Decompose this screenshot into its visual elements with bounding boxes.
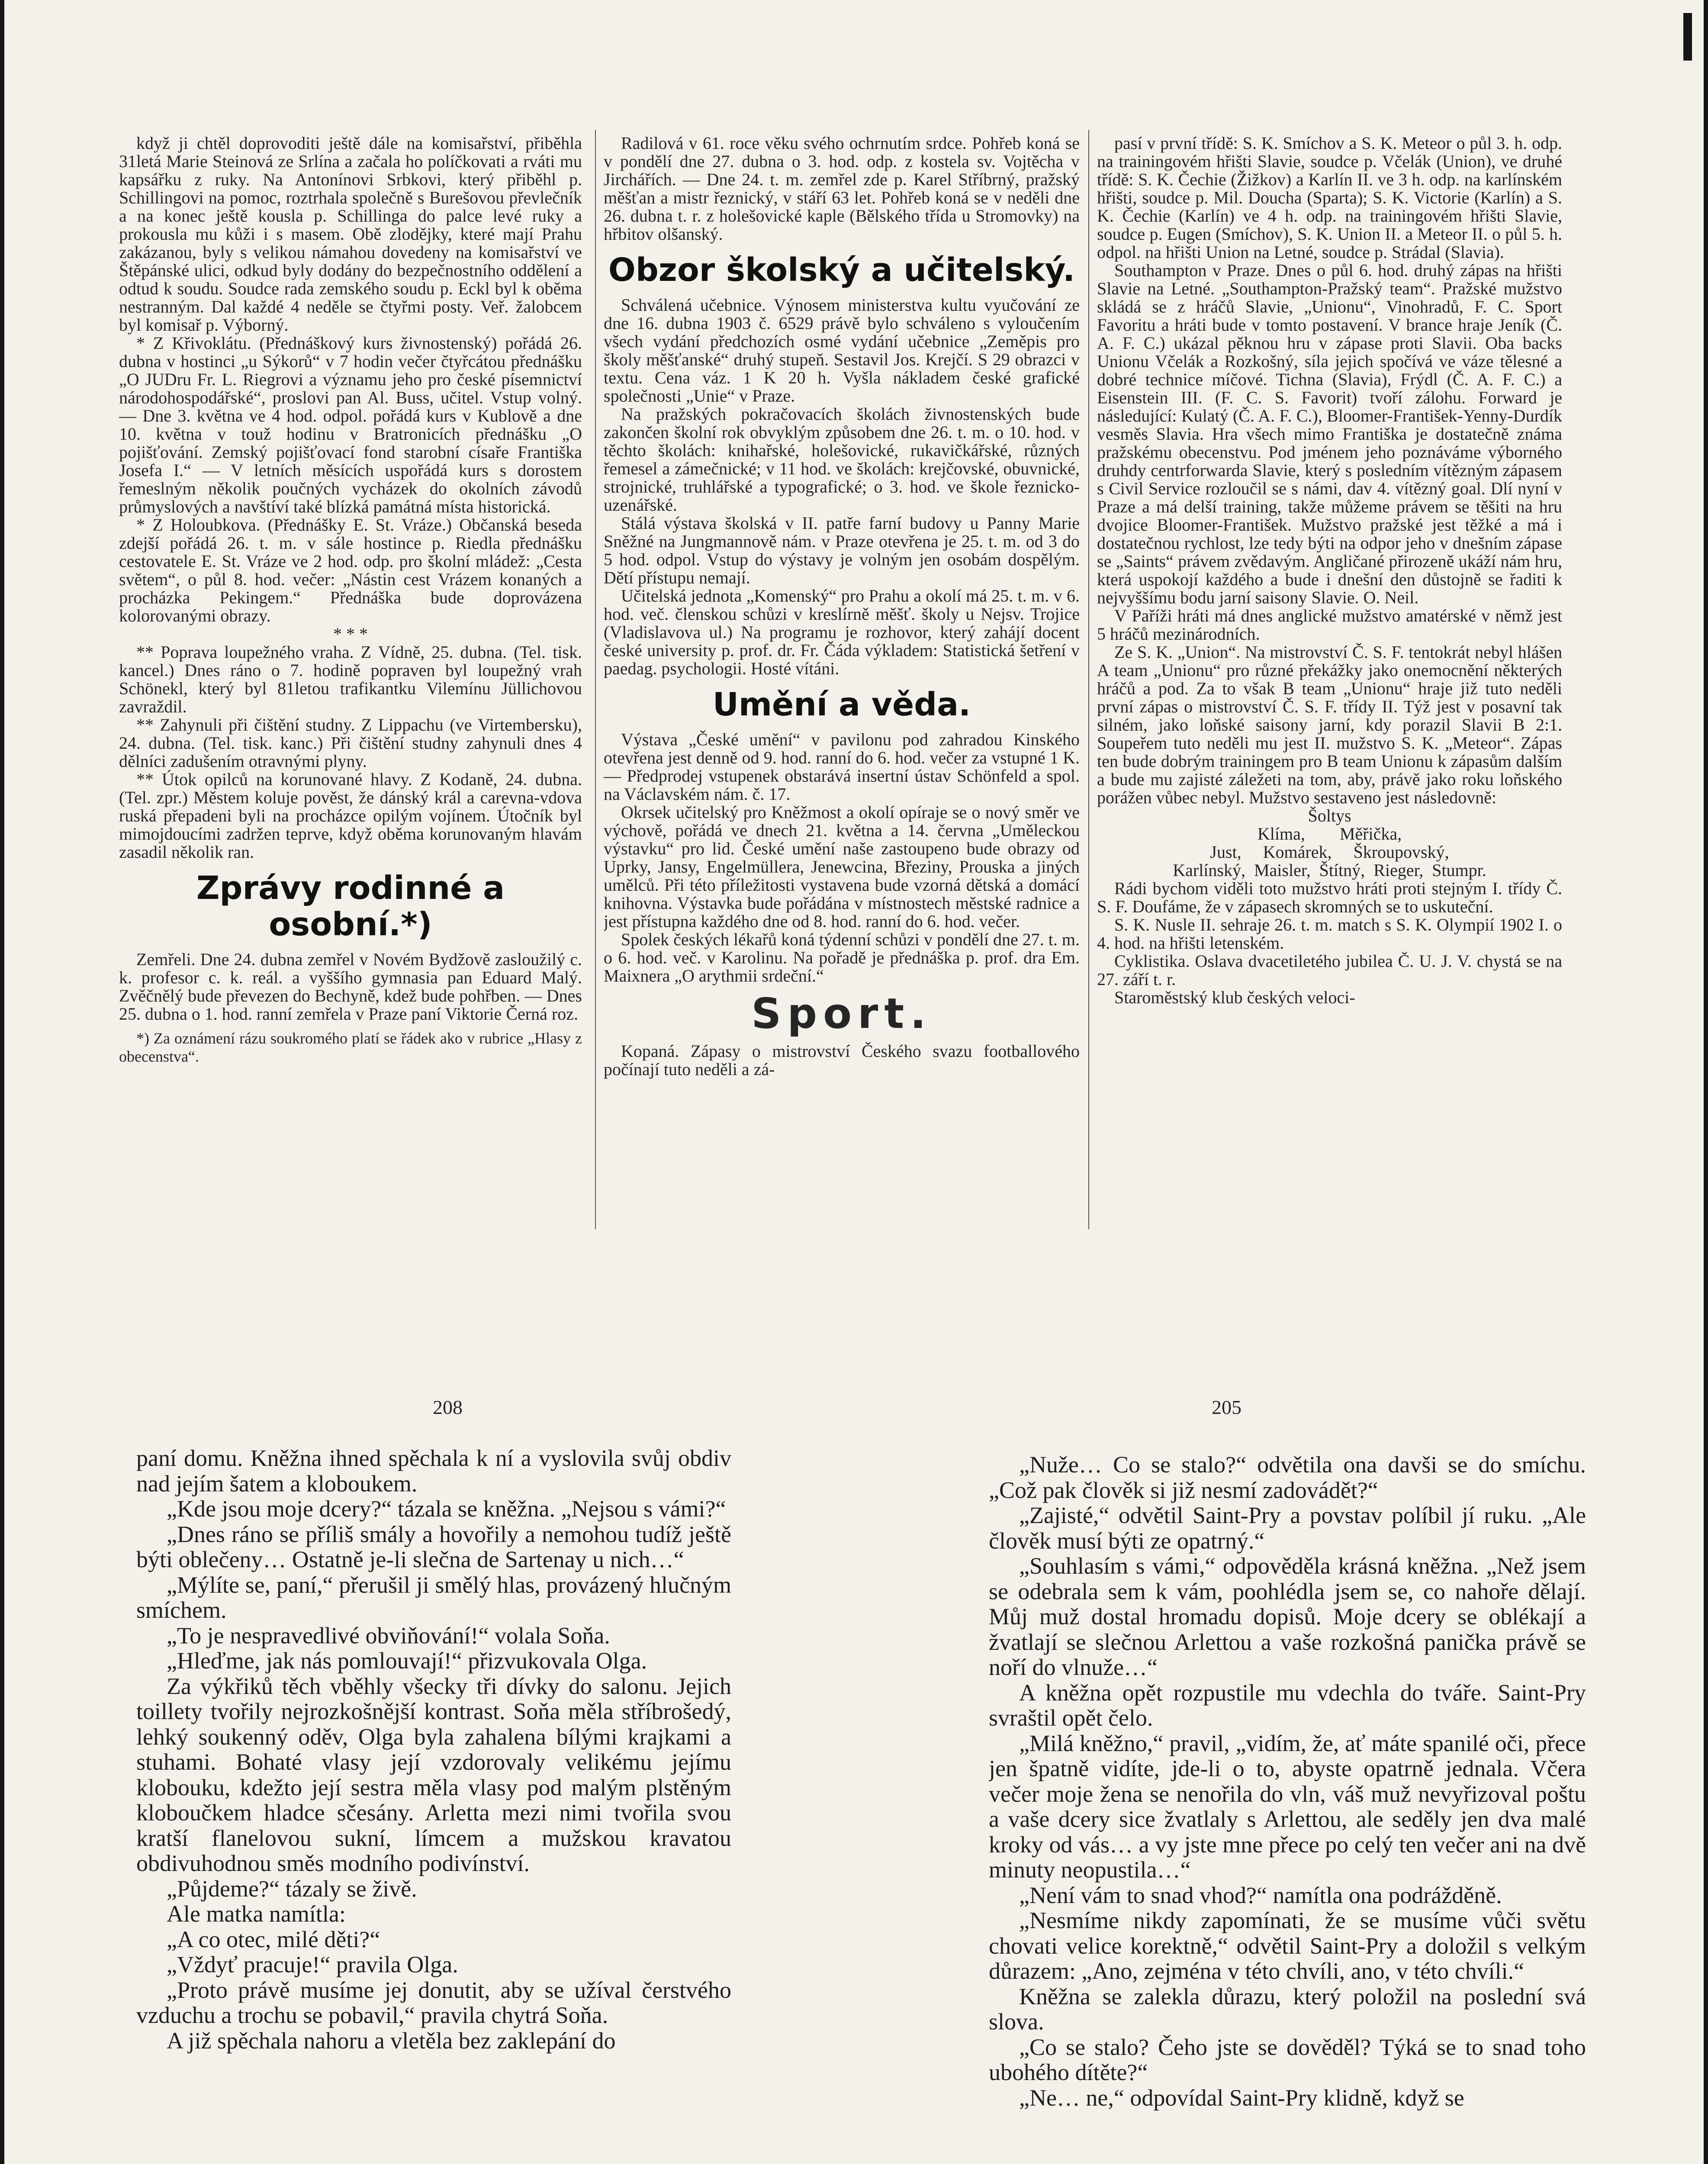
novel-right-para-5: „Milá kněžno,“ pravil, „vidím, že, ať máte spanilé oči, přece jen špatně vidíte, jde-li o to, abyste opatrně jednala. Včera večer moje žena se nenořila do vln, váš muž nevyřizoval poštu a vaše dcery sice žvatlaly s Arlettou, ale seděly jen dva malé kroky od vás… a vy jste mne přece po celý ten večer ani na dvě minuty neopustila…“ <box>989 1730 1586 1883</box>
novel-left-para-13: A již spěchala nahoru a vletěla bez zaklepání do <box>167 2027 616 2054</box>
col3-para-7: Cyklistika. Oslava dvacetiletého jubilea Č. U. J. V. chystá se na 27. září t. r. <box>1097 951 1562 989</box>
novel-right-para-3: „Souhlasím s vámi,“ odpověděla krásná kněžna. „Než jsem se odebrala sem k vám, poohlédla jsem se, co nahoře dělají. Můj muž dostal hromadu dopisů. Moje dcery se oblékají a žvatlají se slečnou Arlettou a vaše rozkošná panička právě se noří do vlnuže…“ <box>989 1553 1586 1680</box>
col3-para-6: S. K. Nusle II. sehraje 26. t. m. match s S. K. Olympií 1902 I. o 4. hod. na hřišti letenském. <box>1097 915 1562 953</box>
col3-para-1: pasí v první třídě: S. K. Smíchov a S. K. Meteor o půl 3. h. odp. na trainingovém hřišti Slavie, soudce p. Včelák (Union), ve druhé třídě: S. K. Čechie (Žižkov) a Karlín II. ve 3 h. odp. na karlínském hřišti, soudce p. Mil. Doucha (Sparta); S. K. Victorie (Karlín) a S. K. Čechie (Karlín) ve 4 h. odp. na trainingovém hřišti Slavie, soudce p. Eugen (Smíchov), S. K. Union II. a Meteor II. o půl 5. h. odpol. na hřišti Union na Letné, soudce p. Strádal (Slavia). <box>1097 134 1562 262</box>
lineup-row-4: Karlínský, Maisler, Štítný, Rieger, Stumpr. <box>1173 860 1486 880</box>
novel-left-para-6: „Hleďme, jak nás pomlouvají!“ přizvukovala Olga. <box>167 1648 647 1674</box>
col2-para-1: Schválená učebnice. Výnosem ministerstva kultu vyučování ze dne 16. dubna 1903 č. 6529 právě bylo schváleno s vyloučením všech vydání předchozích osmé vydání učebnice „Zeměpis pro školy měšťanské“ druhý stupeň. Sestavil Jos. Krejčí. S 29 obrazci v textu. Cena váz. 1 K 20 h. Vyšla nákladem české grafické společnosti „Unie“ v Praze. <box>604 295 1080 406</box>
col1-para-3: * Z Holoubkova. (Přednášky E. St. Vráze.) Občanská beseda zdejší pořádá 26. t. m. v sále hostince p. Riedla přednášku cestovatele E. St. Vráze ve 2 hod. odp. pro školní mládež: „Cesta světem“, o půl 8. hod. večer: „Nástin cest Vrázem konaných a procházka Pekingem.“ Přednáška bude doprovázena kolorovanými obrazy. <box>119 515 582 625</box>
section-heading-school: Obzor školský a učitelský. <box>608 251 1075 289</box>
col1-separator: * * * <box>333 624 368 644</box>
col2-para-sport: Kopaná. Zápasy o mistrovství Českého svazu footballového počínají tuto neděli a zá- <box>604 1041 1080 1079</box>
novel-right-para-4: A kněžna opět rozpustile mu vdechla do tváře. Saint-Pry svraštil opět čelo. <box>989 1679 1586 1731</box>
col2-para-top: Radilová v 61. roce věku svého ochrnutím srdce. Pohřeb koná se v pondělí dne 27. dubna o 3. hod. odp. z kostela sv. Vojtěcha v Jirchářích. — Dne 24. t. m. zemřel zde p. Karel Stříbrný, pražský měšťan a mistr řeznický, v stáří 63 let. Pohřeb koná se v neděli dne 26. dubna t. r. z holešovické kaple (Bělského třída u Stromovky) na hřbitov olšanský. <box>604 134 1080 244</box>
col2-para-6: Okrsek učitelský pro Kněžmost a okolí opíraje se o nový směr ve výchově, pořádá ve dnech 21. května a 14. června „Uměleckou výstavku“ pro lid. České umění naše zastoupeno bude obrazy od Uprky, Jansy, Engelmüllera, Jenewcina, Březiny, Prouska a jiných umělců. Při této příležitosti vystavena bude vzorná dětská a domácí knihovna. Výstavka bude pořádána v místnostech městské radnice a jest přístupna každého dne od 8. hod. ranní do 6. hod. večer. <box>604 802 1080 931</box>
col3-para-8: Staroměstský klub českých veloci- <box>1114 988 1355 1007</box>
col2-para-2: Na pražských pokračovacích školách živnostenských bude zakončen školní rok obvyklým způsobem dne 26. t. m. o 10. hod. v těchto školách: knihařské, holešovické, rukavičkářské, různých řemesel a zámečnické; v 11 hod. ve školách: krejčovské, obuvnické, strojnické, truhlářské a typografické; o 3. hod. ve škole řeznicko-uzenářské. <box>604 404 1080 515</box>
news-column-1 <box>119 134 582 1225</box>
col3-para-2: Southampton v Praze. Dnes o půl 6. hod. druhý zápas na hřišti Slavie na Letné. „Southampton-Pražský team“. Pražské mužstvo skládá se z hráčů Slavie, „Unionu“, Vinohradů, F. C. Sport Favoritu a hráti bude v tomto postavení. V brance hraje Jeník (Č. A. F. C.) ukázal pěknou hru v zápase proti Slavii. Oba backs Unionu Včelák a Rozkošný, síla jejich spočívá ve váze tělesné a dobré technice míčové. Tichna (Slavia), Frýdl (Č. A. F. C.) a Eisenstein III. (F. C. S. Favorit) tvoří zálohu. Forward je následující: Kulatý (Č. A. F. C.), Bloomer-František-Yenny-Durdík vesměs Slavia. Hra všech mimo Františka je dostatečně známa pražskému obecenstvu. Pod jménem jeho poznáváme výborného druhdy centrforwarda Slavie, který s posledním vítězným zápasem s Civil Service rozloučil se s námi, dav 4. vítězný goal. Dlí nyní v Praze a má delší training, takže můžeme právem se těšiti na hru dvojice Bloomer-František. Mužstvo pražské jest těžké a má i dostatečnou rychlost, lze tedy býti na odpor jeho v dnešním zápase se „Saints“ právem zvědavým. Angličané přirozeně ukáží nám hru, která uspokojí každého a bude i dnešní den důstojně se řaditi k nejvyššímu bodu jarní saisony Slavie. O. Neil. <box>1097 261 1562 607</box>
news-column-3 <box>1097 134 1562 1225</box>
novel-right-para-10: „Ne… ne,“ odpovídal Saint-Pry klidně, když se <box>1019 2084 1464 2111</box>
novel-right-para-7: „Nesmíme nikdy zapomínati, že se musíme vůči světu chovati velice korektně,“ odvětil Saint-Pry a doložil s velkým důrazem: „Ano, zejména v této chvíli, ano, v této chvíli.“ <box>989 1907 1586 1984</box>
novel-right-para-9: „Co se stalo? Čeho jste se dověděl? Týká se to snad toho ubohého dítěte?“ <box>989 2034 1586 2085</box>
novel-left-para-3: „Dnes ráno se příliš smály a hovořily a nemohou tudíž ještě býti oblečeny… Ostatně je-li slečna de Sartenay u nich…“ <box>136 1521 731 1572</box>
col1-para-5: ** Zahynuli při čištění studny. Z Lippachu (ve Virtembersku), 24. dubna. (Tel. tisk. kanc.) Při čištění studny zahynuli dnes 4 dělníci zadušením otravnými plyny. <box>119 715 582 771</box>
section-heading-sport: Sport. <box>751 989 932 1038</box>
col2-para-3: Stálá výstava školská v II. patře farní budovy u Panny Marie Sněžné na Jungmannově nám. v Praze otevřena je 25. t. m. od 3 do 5 hod. odpol. Vstup do výstavy je volným jen osobám dospělým. Dětí přístupu nemají. <box>604 513 1080 587</box>
page-number-right: 205 <box>1212 1396 1242 1418</box>
novel-column-right <box>989 1452 1586 2153</box>
novel-left-para-7: Za výkřiků těch vběhly všecky tři dívky do salonu. Jejich toillety tvořily nejrozkošnější kontrast. Soňa měla stříbrošedý, lehký soukenný oděv, Olga byla zahalena bílými krajkami a stuhami. Bohaté vlasy její vzdorovaly velikému jejímu klobouku, kdežto její sestra měla vlasy pod malým plstěným kloboučkem hladce sčesány. Arletta mezi nimi tvořila svou kratší flanelovou sukní, límcem a mužskou kravatou obdivuhodnou směs modního podivínství. <box>136 1673 731 1876</box>
col3-para-4: Ze S. K. „Union“. Na mistrovství Č. S. F. tentokrát nebyl hlášen A team „Unionu“ pro různé překážky jako onemocnění některých hráčů a pod. Za to však B team „Unionu“ hraje již tuto neděli první zápas o mistrovství Č. S. F. třídy II. Týž jest v posavní tak silném, jako loňské saisony jarní, kdy porazil Slavii B 2:1. Soupeřem tuto neděli mu jest II. mužstvo S. K. „Meteor“. Zápas ten bude dobrým trainingem pro B team Unionu k zápasům dalším a bude mu zajisté záležeti na tom, aby, právě jako roku loňského porážen vůbec nebyl. Mužstvo sestaveno jest následovně: <box>1097 642 1562 807</box>
novel-left-para-8: „Půjdeme?“ tázaly se živě. <box>167 1875 417 1902</box>
novel-left-para-4: „Mýlíte se, paní,“ přerušil ji smělý hlas, provázený hlučným smíchem. <box>136 1571 731 1623</box>
section-heading-art: Umění a věda. <box>712 686 971 723</box>
col1-para-6: ** Útok opilců na korunované hlavy. Z Kodaně, 24. dubna. (Tel. zpr.) Městem koluje pověst, že dánský král a carevna-vdova ruská přepadeni byli na procházce opilým vojínem. Útočník byl mimojdoucími zadržen teprve, když oběma korunovaným hlavám zasadil několik ran. <box>119 770 582 862</box>
novel-right-para-2: „Zajisté,“ odvětil Saint-Pry a povstav políbil jí ruku. „Ale člověk musí býti ze opatrný.“ <box>989 1502 1586 1554</box>
col1-para-1: když ji chtěl doprovoditi ještě dále na komisařství, přiběhla 31letá Marie Steinová ze Srlína a začala ho políčkovati a rváti mu kapsářku z ruky. Na Antonínovi Srbkovi, který přiběhl p. Schillingovi na pomoc, roztrhala společně s Burešovou převlečník a na konec ještě kousla p. Schillinga do palce levé ruky a prokousla mu kůži i s masem. Obě zlodějky, které mají Prahu zakázanou, byly s velikou námahou dovedeny na komisařství ve Štěpánské ulici, odkud byly dodány do bezpečnostního oddělení a odtud k soudu. Soudce rada zemského soudu p. Eckl byl k oběma nestranným. Dal každé 4 neděle se čtyřmi posty. Veř. žalobcem byl komisař p. Výborný. <box>119 134 582 335</box>
novel-left-para-12: „Proto právě musíme jej donutit, aby se užíval čerstvého vzduchu a trochu se pobavil,“ pravila chytrá Soňa. <box>136 1977 731 2028</box>
col2-para-4: Učitelská jednota „Komenský“ pro Prahu a okolí má 25. t. m. v 6. hod. več. členskou schůzi v kreslírně měšť. školy u Nejsv. Trojice (Vladislavova ul.) Na programu je rozhovor, který zahájí docent české university p. prof. dr. Fr. Čáda výkladem: Statistická šetření v paedag. psychologii. Hosté vítáni. <box>604 586 1080 678</box>
col1-para-4: ** Poprava loupežného vraha. Z Vídně, 25. dubna. (Tel. tisk. kancel.) Dnes ráno o 7. hodině popraven byl loupežný vrah Schönekl, který byl 81letou trafikantku Vilemínu Jüllichovou zavraždil. <box>119 642 582 716</box>
scan-border-top-right <box>1704 0 1708 2164</box>
news-column-2 <box>604 134 1080 1225</box>
col3-para-3: V Paříži hráti má dnes anglické mužstvo amatérské v němž jest 5 hráčů mezinárodních. <box>1097 606 1562 644</box>
section-heading-family-news: Zprávy rodinné a osobní.*) <box>196 869 505 943</box>
novel-left-para-11: „Vždyť pracuje!“ pravila Olga. <box>167 1951 458 1977</box>
novel-right-para-1: „Nuže… Co se stalo?“ odvětila ona davši se do smíchu. „Což pak člověk si již nesmí zadovádět?“ <box>989 1452 1586 1503</box>
lineup-row-1: Šoltys <box>1308 806 1351 825</box>
column-rule-1 <box>595 130 596 1229</box>
lineup-row-3: Just, Komárek, Škroupovský, <box>1210 842 1449 862</box>
col2-para-5: Výstava „České umění“ v pavilonu pod zahradou Kinského otevřena jest denně od 9. hod. ranní do 6. hod. večer za vstupné 1 K. — Předprodej vstupenek obstarává insertní ústav Schönfeld a spol. na Václavském nám. č. 17. <box>604 730 1080 804</box>
novel-left-para-9: Ale matka namítla: <box>167 1901 346 1927</box>
novel-right-para-6: „Není vám to snad vhod?“ namítla ona podrážděně. <box>1019 1882 1502 1908</box>
col1-para-deaths: Zemřeli. Dne 24. dubna zemřel v Novém Bydžově zasloužilý c. k. profesor c. k. reál. a vyššího gymnasia pan Eduard Malý. Zvěčnělý bude převezen do Bechyně, kdež bude pohřben. — Dnes 25. dubna o 1. hod. ranní zemřela v Praze paní Viktorie Černá roz. <box>119 950 582 1024</box>
col3-para-5: Rádi bychom viděli toto mužstvo hráti proti stejným I. třídy Č. S. F. Doufáme, že v zápasech skromných se to uskuteční. <box>1097 879 1562 916</box>
novel-left-para-2: „Kde jsou moje dcery?“ tázala se kněžna. „Nejsou s vámi?“ <box>167 1496 726 1522</box>
lineup-row-2: Klíma, Měřička, <box>1257 824 1402 844</box>
scan-corner-mark-top <box>1683 13 1692 61</box>
novel-right-para-8: Kněžna se zalekla důrazu, který položil na poslední svá slova. <box>989 1983 1586 2035</box>
col2-para-7: Spolek českých lékařů koná týdenní schůzi v pondělí dne 27. t. m. o 6. hod. več. v Karolinu. Na pořadě je přednáška p. prof. dra Em. Maixnera „O arythmii srdeční.“ <box>604 930 1080 985</box>
column-rule-2 <box>1088 130 1089 1229</box>
novel-left-para-10: „A co otec, milé děti?“ <box>167 1926 380 1952</box>
novel-column-left <box>136 1446 731 2155</box>
novel-left-para-5: „To je nespravedlivé obviňování!“ volala Soňa. <box>167 1622 610 1649</box>
col1-footnote: *) Za oznámení rázu soukromého platí se řádek ako v rubrice „Hlasy z obecenstva“. <box>119 1030 582 1065</box>
page-number-left: 208 <box>433 1396 463 1418</box>
col1-para-2: * Z Křivoklátu. (Přednáškový kurs živnostenský) pořádá 26. dubna v hostinci „u Sýkorů“ v 7 hodin večer čtyřcátou přednášku „O JUDru Fr. L. Riegrovi a významu jeho pro české písemnictví národohospodářské“, proslovi pan Al. Buss, učitel. Vstup volný. — Dne 3. května ve 4 hod. odpol. pořádá kurs v Kublově a dne 10. května v touž hodinu v Bratronicích přednášku „O pojišťování. Zemský pojišťovací fond starobní císaře Františka Josefa I.“ — V letních měsících uspořádá kurs s dorostem řemeslným několik poučných vycházek do okolních závodů průmyslových a navštíví také blízká památná místa historická. <box>119 333 582 516</box>
scan-border-top-left <box>0 0 4 2164</box>
novel-left-para-1: paní domu. Kněžna ihned spěchala k ní a vyslovila svůj obdiv nad jejím šatem a kloboukem. <box>136 1446 731 1497</box>
